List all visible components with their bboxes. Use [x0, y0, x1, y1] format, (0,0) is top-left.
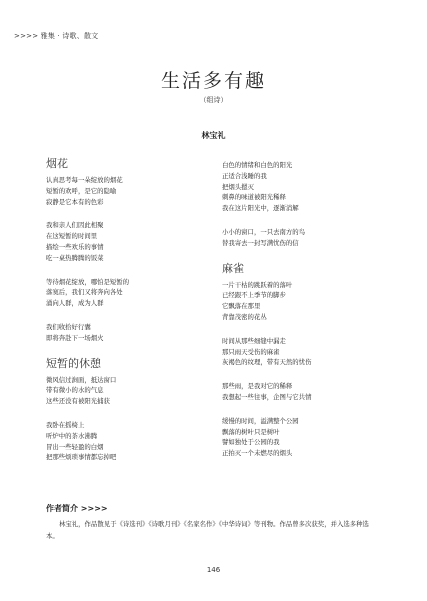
poem-stanza	[222, 381, 402, 403]
poem-line: 它飘落在那里	[222, 302, 261, 311]
poem-line: 冒出一些轻盈的白烟	[46, 442, 104, 451]
poem-line: 时间从那些细缝中漏走	[222, 336, 286, 345]
poem-stanza	[46, 322, 226, 344]
poem-stanza	[222, 160, 402, 214]
page-number: 146	[206, 566, 221, 574]
poem-collection-subtitle: （组诗）	[199, 96, 228, 104]
poem-line: 这些还没有被阳光捕获	[46, 397, 110, 406]
poem-line: 吃一桌热腾腾的饭菜	[46, 253, 104, 262]
poem-collection-title: 生活多有趣	[160, 70, 266, 92]
poem-line: 刺鼻的味道被阳光稀释	[222, 193, 286, 202]
poem-line: 在这短暂的时间里	[46, 232, 98, 241]
poem-section	[222, 262, 402, 459]
poem-line: 描绘一些欢乐的事情	[46, 242, 104, 251]
poem-line: 我在这片阳光中，逐渐消解	[222, 204, 299, 213]
poem-title: 烟花	[46, 157, 68, 170]
left-poem-column	[46, 157, 226, 476]
poem-line: 寂静是它本有的色彩	[46, 197, 104, 206]
poem-line: 白色的情绪和白色的阳光	[222, 161, 293, 169]
poem-stanza	[46, 420, 226, 463]
poem-stanza	[222, 280, 402, 323]
poem-line: 正适合浅睡的我	[222, 171, 267, 180]
poem-title: 短暂的休憩	[46, 356, 101, 370]
poem-line: 正拍灭一个未燃尽的烟头	[222, 449, 293, 458]
poem-line: 譬如独处于公园的我	[222, 438, 280, 447]
poem-stanza	[222, 227, 402, 249]
poem-line: 飘落的树叶只是树叶	[222, 427, 280, 436]
poem-line: 缓慢的时间，溢满整个公园	[222, 416, 299, 425]
poem-stanza	[46, 220, 226, 263]
poem-section	[222, 160, 402, 249]
poem-line: 等待烟花绽放，哪怕是短暂的	[46, 277, 130, 286]
poem-line: 背靠茂密的花丛	[222, 312, 267, 321]
poem-line: 短暂的欢呼，是它的隐喻	[46, 186, 117, 195]
author-bio-text: 林宝礼，作品散见于《诗选刊》《诗歌月刊》《名家名作》《中华诗词》等刊物。作品曾多次获奖，并入选多种选本。	[46, 520, 369, 540]
poem-stanza	[46, 175, 226, 207]
poem-stanza	[222, 416, 402, 459]
poem-line: 我卧在摇椅上	[46, 420, 85, 429]
poem-section	[46, 357, 226, 464]
poem-line: 带有微小的水的气息	[46, 386, 104, 395]
poem-line: 一片干枯的跳跃着的落叶	[222, 280, 293, 289]
poem-stanza	[46, 277, 226, 309]
poem-stanza	[46, 375, 226, 407]
poem-line: 微风信过涧面，抵达窗口	[46, 375, 117, 384]
poem-line: 即将奔赴下一场烟火	[46, 333, 104, 342]
poem-line: 把烟头摁灭	[222, 182, 254, 191]
poem-line: 替我寄去一封写满忧伤的信	[222, 238, 299, 247]
poem-section	[46, 157, 226, 344]
poem-line: 把那些烦琐事情都忘掉吧	[46, 453, 117, 462]
poem-line: 小小的窗口，一只去南方的鸟	[222, 227, 306, 236]
poem-line: 我想起一些往事，企图与它共情	[222, 392, 312, 401]
poem-title: 麻雀	[222, 261, 244, 275]
poem-line: 认真思考每一朵绽放的烟花	[46, 176, 123, 184]
poem-stanza	[222, 336, 402, 368]
poem-line: 我们收拾好行囊	[46, 322, 91, 331]
poem-line: 涌向人群，成为人群	[46, 299, 104, 308]
poem-line: 灰褐色的纹理，带有天然的忧伤	[222, 358, 312, 367]
poem-line: 已经跟不上季节的脚步	[222, 291, 286, 300]
section-breadcrumb: >>>> 雅集 · 诗歌、散文	[14, 32, 99, 40]
author-bio-heading: 作者简介 >>>>	[46, 504, 108, 513]
right-poem-column	[222, 160, 402, 472]
poem-line: 那些雨，是我对它的稀释	[222, 382, 293, 391]
poem-line: 听炉中的茶水沸腾	[46, 431, 98, 440]
poem-line: 落寞后，我们又将奔向各处	[46, 288, 123, 297]
poem-line: 我和亲人们因此相聚	[46, 221, 104, 230]
author-name: 林宝礼	[201, 131, 226, 140]
poem-line: 那只雨天受伤的麻雀	[222, 347, 280, 356]
